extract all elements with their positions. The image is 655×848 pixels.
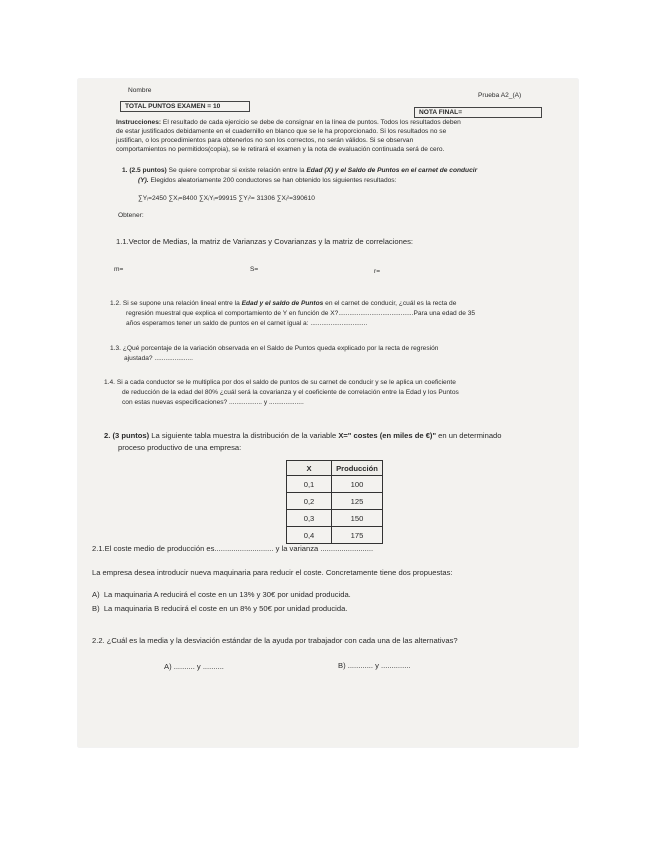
q1-1-statement: 1.1.Vector de Medias, la matriz de Varianzas y Covarianzas y la matriz de correlaciones: <box>116 237 413 246</box>
correlation-matrix-label: r= <box>374 268 381 275</box>
table-row <box>287 493 383 510</box>
table-cell: 0,3 <box>287 510 332 527</box>
q1-4-line-1: 1.4. Si a cada conductor se le multiplica por dos el saldo de puntos de su carnet de conducir y se le aplica un coeficiente <box>104 379 456 386</box>
table-row <box>287 510 383 527</box>
instructions-line-2: de estar justificados debidamente en el cuadernillo en blanco que se le ha proporcionado. Si los resultados no se <box>116 128 447 135</box>
q1-2-line-3: años esperamos tener un saldo de puntos en el carnet igual a: ............................... <box>126 320 368 327</box>
instructions-line-3: justifican, o los procedimientos para obtenerlos no son los correctos, no serán válidos. Si se observan <box>116 137 414 144</box>
exam-sheet <box>78 79 578 747</box>
q2-option-a: A) La maquinaria A reducirá el coste en un 13% y 30€ por unidad producida. <box>92 590 351 599</box>
table-cell: 125 <box>332 493 383 510</box>
table-cell: 150 <box>332 510 383 527</box>
name-label: Nombre <box>128 87 152 94</box>
production-table-wrapper <box>286 460 383 544</box>
instructions-line-4: comportamientos no permitidos(copia), se le retirará el examen y la nota de evaluación continuada será de cero. <box>116 146 445 153</box>
q2-2-answer-b: B) ............ y .............. <box>338 661 411 670</box>
q1-obtain-label: Obtener: <box>118 212 144 219</box>
table-cell: 0,1 <box>287 476 332 493</box>
q2-option-b: B) La maquinaria B reducirá el coste en un 8% y 50€ por unidad producida. <box>92 604 348 613</box>
covariance-matrix-label: S= <box>250 266 259 273</box>
q2-1-statement: 2.1.El coste medio de producción es............................ y la varianza ......................... <box>92 544 374 553</box>
q1-points: (2.5 puntos) <box>129 167 167 174</box>
table-row <box>287 476 383 493</box>
table-cell: 0,2 <box>287 493 332 510</box>
q2-2-answer-a: A) .......... y .......... <box>164 662 224 671</box>
instructions-line-1: Instrucciones: El resultado de cada ejercicio se debe de consignar en la línea de puntos. Todos los resultados deben <box>116 119 461 126</box>
q1-3-line-2: ajustada? ..................... <box>124 355 193 362</box>
header-production: Producción <box>332 461 383 476</box>
table-row <box>287 527 383 544</box>
final-grade-box: NOTA FINAL= <box>414 107 542 118</box>
q2-2-statement: 2.2. ¿Cuál es la media y la desviación estándar de la ayuda por trabajador con cada una de las alternativas? <box>92 636 458 645</box>
q1-4-line-3: con estas nuevas especificaciones? .................. y ................... <box>122 399 304 406</box>
q2-points: (3 puntos) <box>112 431 150 440</box>
q1-sums: ∑Yᵢ=2450 ∑Xᵢ=8400 ∑XᵢYᵢ=99915 ∑Yᵢ²= 31306 ∑Xᵢ²=390610 <box>138 195 315 202</box>
q2-statement-line-1: 2. (3 puntos) La siguiente tabla muestra la distribución de la variable X=" costes (en miles de €)" en un determinado <box>104 431 502 440</box>
q2-statement-line-2: proceso productivo de una empresa: <box>118 443 242 452</box>
instructions-label: Instrucciones: <box>116 119 162 126</box>
table-cell: 0,4 <box>287 527 332 544</box>
table-header-row <box>287 461 383 476</box>
header-x: X <box>287 461 332 476</box>
table-cell: 100 <box>332 476 383 493</box>
production-table <box>286 460 383 544</box>
q1-statement-line-1: 1. (2.5 puntos) Se quiere comprobar si existe relación entre la Edad (X) y el Saldo de Puntos en el carnet de conducir <box>122 167 478 174</box>
mean-vector-label: m= <box>114 266 124 273</box>
test-id: Prueba A2_(A) <box>478 92 522 99</box>
total-points-box: TOTAL PUNTOS EXAMEN = 10 <box>120 101 250 112</box>
q1-2-line-1: 1.2. Si se supone una relación lineal entre la Edad y el saldo de Puntos en el carnet de conducir, ¿cuál es la recta de <box>110 300 457 307</box>
q1-4-line-2: de reducción de la edad del 80% ¿cuál será la covarianza y el coeficiente de correlación entre la Edad y los Puntos <box>122 389 459 396</box>
q1-2-line-2: regresión muestral que explica el comportamiento de Y en función de X?.........................................Para una edad de 35 <box>126 310 476 317</box>
table-cell: 175 <box>332 527 383 544</box>
q1-statement-line-2: (Y). Elegidos aleatoriamente 200 conductores se han obtenido los siguientes resultados: <box>138 177 397 184</box>
q2-company-text: La empresa desea introducir nueva maquinaria para reducir el coste. Concretamente tiene dos propuestas: <box>92 568 453 577</box>
q1-3-line-1: 1.3. ¿Qué porcentaje de la variación observada en el Saldo de Puntos queda explicado por la recta de regresión <box>110 345 439 352</box>
